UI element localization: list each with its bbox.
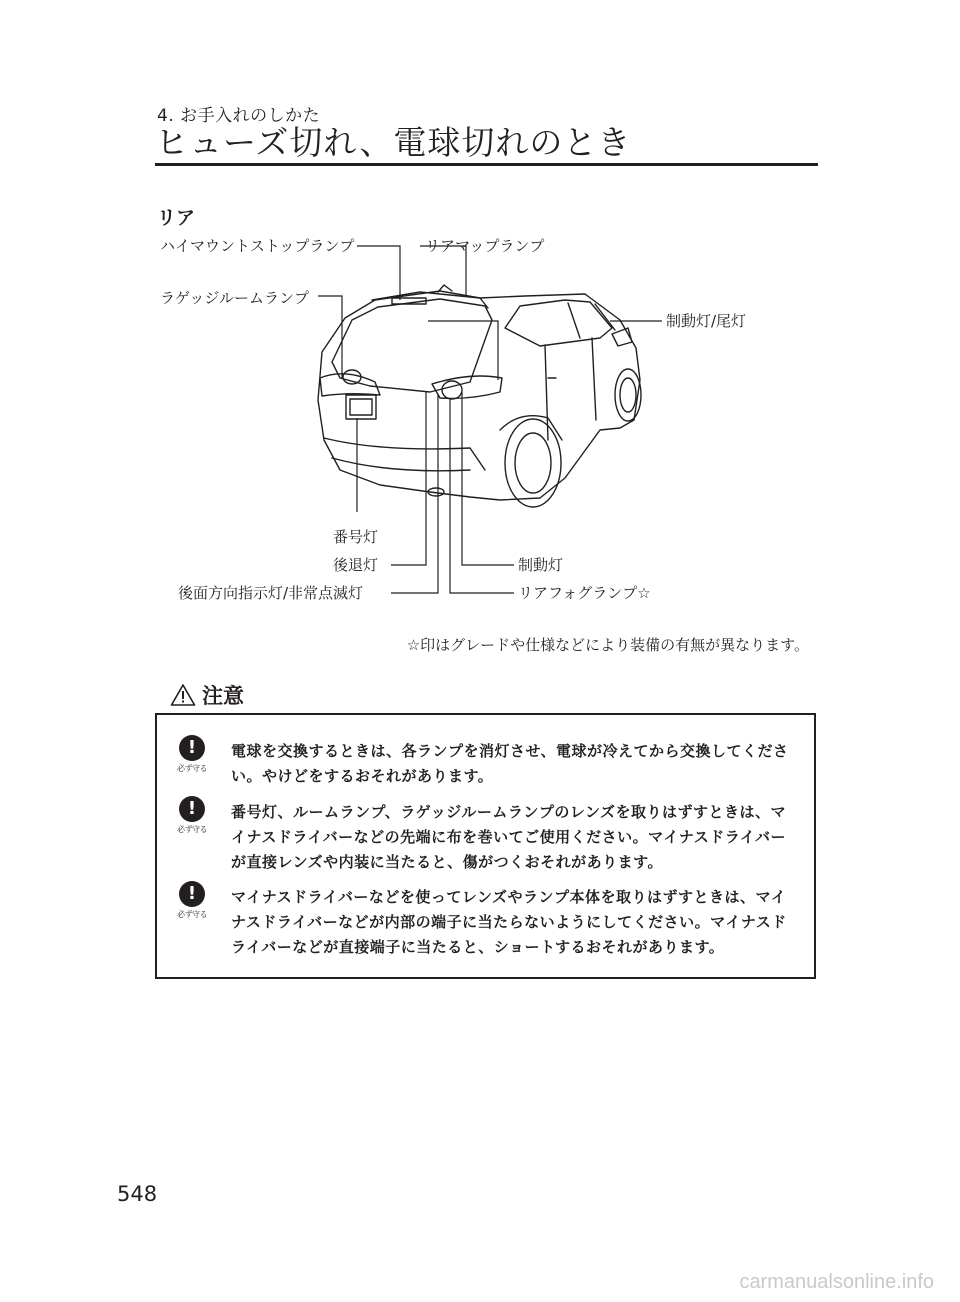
- label-turn-hazard-lamp: 後面方向指示灯/非常点滅灯: [178, 584, 364, 602]
- label-license-lamp: 番号灯: [333, 528, 379, 546]
- caution-box: [155, 713, 816, 979]
- caution-title: 注意: [202, 684, 244, 708]
- must-follow-icon: ! 必ず守る: [169, 881, 215, 920]
- label-luggage-room-lamp: ラゲッジルームランプ: [160, 289, 310, 307]
- label-reverse-lamp: 後退灯: [333, 556, 379, 574]
- caution-text: マイナスドライバーなどを使ってレンズやランプ本体を取りはずすときは、マイナスドライバーなどが内部の端子に当たらないようにしてください。マイナスドライバーなどが直接端子に当たると、ショートするおそれがあります。: [231, 888, 787, 956]
- page-number: 548: [117, 1182, 158, 1206]
- must-follow-icon: ! 必ず守る: [169, 796, 215, 835]
- equipment-note: ☆印はグレードや仕様などにより装備の有無が異なります。: [406, 636, 809, 654]
- car-rear-illustration: [0, 0, 960, 640]
- section-heading: リア: [157, 207, 196, 229]
- caution-text: 電球を交換するときは、各ランプを消灯させ、電球が冷えてから交換してください。やけどをするおそれがあります。: [231, 742, 789, 785]
- label-rear-map-lamp: リアマップランプ: [425, 237, 545, 255]
- caution-heading: [170, 681, 244, 709]
- caution-text: 番号灯、ルームランプ、ラゲッジルームランプのレンズを取りはずすときは、マイナスドライバーなどの先端に布を巻いてご使用ください。マイナスドライバーが直接レンズや内装に当たると、傷がつくおそれがあります。: [231, 803, 787, 871]
- label-high-mount-stop-lamp: ハイマウントストップランプ: [160, 237, 355, 255]
- label-brake-lamp: 制動灯: [518, 556, 564, 574]
- must-follow-caption: 必ず守る: [177, 764, 207, 773]
- watermark: carmanualsonline.info: [739, 1271, 934, 1293]
- chapter-subtitle: 4. お手入れのしかた: [157, 106, 321, 126]
- label-rear-fog-lamp: リアフォグランプ☆: [518, 584, 651, 602]
- must-follow-icon: ! 必ず守る: [169, 735, 215, 774]
- page-title: ヒューズ切れ、電球切れのとき: [155, 123, 632, 162]
- label-brake-tail-lamp: 制動灯/尾灯: [666, 312, 747, 330]
- must-follow-caption: 必ず守る: [177, 910, 207, 919]
- warning-triangle-icon: [170, 683, 196, 707]
- must-follow-caption: 必ず守る: [177, 825, 207, 834]
